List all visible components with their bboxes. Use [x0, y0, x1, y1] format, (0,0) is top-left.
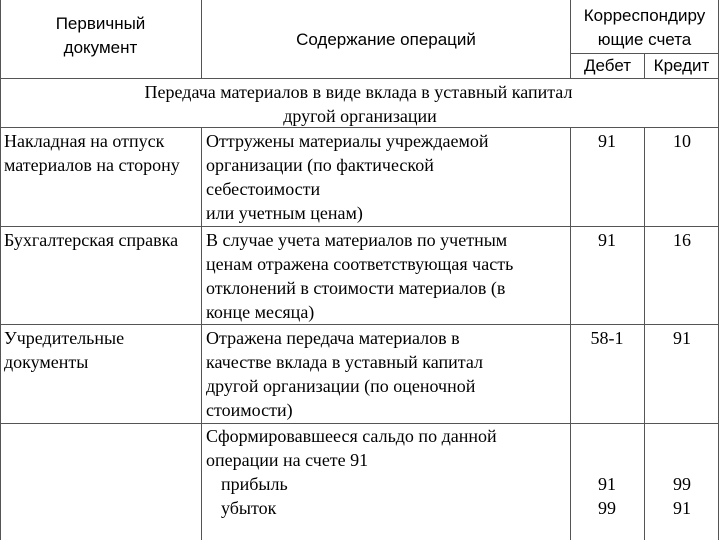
header-corr-accounts-line: ющие счета [597, 30, 692, 49]
table-row-doc [4, 228, 178, 252]
header-debit: Дебет [584, 56, 631, 75]
table-row-credit: 16 [673, 230, 691, 250]
row-rule-2 [0, 324, 719, 325]
text-line: Оттружены материалы учреждаемой [206, 131, 489, 151]
table-row-text [206, 326, 483, 422]
row-rule-1 [0, 226, 719, 227]
table-row-doc [4, 326, 124, 374]
section-title-line: другой организации [283, 106, 437, 126]
text-line: стоимости) [206, 400, 293, 420]
table-row-debit: 58-1 [590, 328, 624, 348]
table-row-text [206, 129, 489, 225]
table-row-text [206, 424, 497, 520]
table-row-credit [652, 472, 712, 520]
text-line: другой организации (по оценочной [206, 376, 476, 396]
header-primary-doc-line: документ [63, 38, 138, 57]
text-line: отклонений в стоимости материалов (в [206, 278, 506, 298]
doc-line: Учредительные [4, 328, 125, 348]
header-primary-doc [0, 12, 201, 60]
credit-value: 99 [673, 474, 691, 494]
section-title [0, 80, 720, 128]
header-corr-accounts [571, 4, 718, 52]
debit-value: 91 [598, 474, 616, 494]
header-operations: Содержание операций [296, 30, 476, 49]
text-line: ценам отражена соответствующая часть [206, 254, 514, 274]
doc-line: Накладная на отпуск [4, 131, 165, 151]
debit-value: 99 [598, 498, 616, 518]
table-row-debit: 91 [598, 131, 616, 151]
body-col-divider-2 [570, 127, 571, 540]
body-col-divider-3 [644, 127, 645, 540]
doc-line: материалов на сторону [4, 155, 180, 175]
section-title-line: Передача материалов в виде вклада в уставный капитал [144, 82, 573, 102]
header-credit: Кредит [653, 56, 710, 75]
table-row-debit: 91 [598, 230, 616, 250]
header-bottom-rule [0, 78, 719, 79]
table-row-debit [577, 472, 637, 520]
table-row-credit: 91 [673, 328, 691, 348]
text-line: Отражена передача материалов в [206, 328, 460, 348]
doc-line: документы [4, 352, 89, 372]
text-line: себестоимости [206, 179, 321, 199]
text-line: Сформировавшееся сальдо по данной [206, 426, 497, 446]
body-col-divider-1 [201, 127, 202, 540]
text-line: организации (по фактической [206, 155, 434, 175]
text-line: или учетным ценам) [206, 203, 363, 223]
doc-line: Бухгалтерская справка [4, 230, 179, 250]
loss-label: убыток [221, 498, 277, 518]
profit-label: прибыль [221, 474, 288, 494]
credit-value: 91 [673, 498, 691, 518]
header-corr-accounts-line: Корреспондиру [583, 6, 706, 25]
text-line: конце месяца) [206, 302, 315, 322]
text-line: операции на счете 91 [206, 450, 369, 470]
table-row-doc [4, 129, 180, 177]
text-line: В случае учета материалов по учетным [206, 230, 508, 250]
table-row-credit: 10 [673, 131, 691, 151]
table-row-text [206, 228, 513, 324]
text-line: качестве вклада в уставный капитал [206, 352, 483, 372]
header-primary-doc-line: Первичный [55, 14, 146, 33]
